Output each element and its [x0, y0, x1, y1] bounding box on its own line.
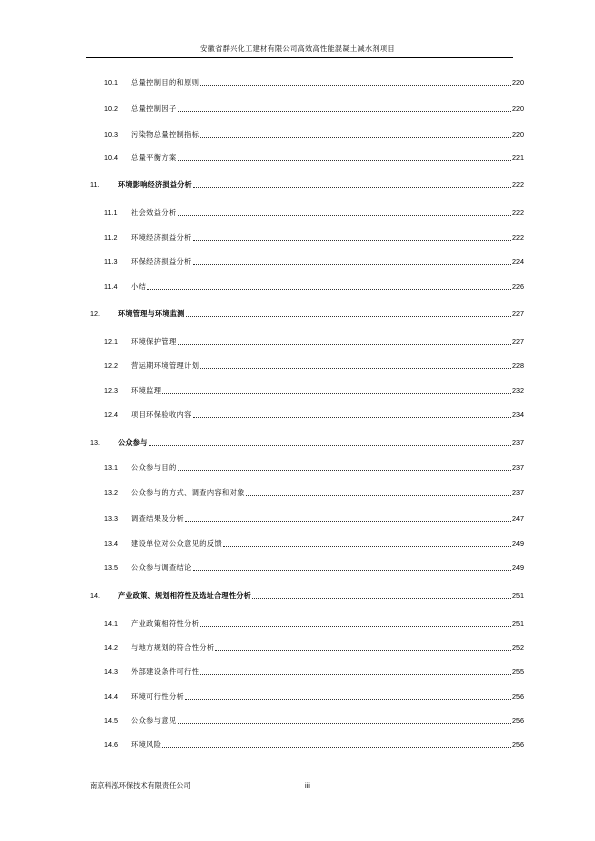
toc-dot-leader: [193, 263, 511, 265]
toc-dot-leader: [200, 84, 511, 86]
toc-entry-number: 13.: [90, 438, 100, 447]
toc-entry-title: 小结: [131, 282, 147, 291]
toc-entry-page: 237: [512, 438, 524, 447]
toc-entry-number: 14.6: [104, 740, 118, 749]
toc-entry-page: 252: [512, 643, 524, 652]
toc-chapter-entry[interactable]: [90, 177, 524, 189]
toc-entry-title: 营运期环境管理计划: [131, 361, 200, 370]
toc-entry-page: 222: [512, 233, 524, 242]
toc-entry-number: 12.3: [104, 386, 118, 395]
toc-entry-title: 建设单位对公众意见的反馈: [131, 539, 223, 548]
toc-dot-leader: [215, 649, 511, 651]
toc-dot-leader: [186, 315, 512, 317]
toc-entry-page: 220: [512, 104, 524, 113]
toc-entry-number: 10.2: [104, 104, 118, 113]
footer-page-number: iii: [305, 781, 310, 790]
toc-dot-leader: [252, 597, 511, 599]
toc-dot-leader: [200, 625, 511, 627]
toc-entry-title: 环境保护管理: [131, 337, 177, 346]
footer-company: 南京科泓环保技术有限责任公司: [90, 781, 191, 790]
toc-entry-number: 11.2: [104, 233, 118, 242]
toc-entry-title: 环保经济损益分析: [131, 257, 192, 266]
toc-entry-title: 环境影响经济损益分析: [118, 180, 192, 189]
toc-entry-title: 总量平衡方案: [131, 153, 177, 162]
toc-dot-leader: [246, 494, 511, 496]
toc-entry-number: 14.3: [104, 667, 118, 676]
toc-entry-page: 255: [512, 667, 524, 676]
toc-entry-title: 污染物总量控制指标: [131, 130, 200, 139]
toc-entry-page: 251: [512, 619, 524, 628]
toc-entry-number: 11.4: [104, 282, 118, 291]
toc-dot-leader: [185, 698, 511, 700]
toc-section-entry[interactable]: [104, 485, 524, 497]
toc-dot-leader: [193, 569, 511, 571]
toc-entry-title: 环境经济损益分析: [131, 233, 192, 242]
toc-entry-title: 公众参与调查结论: [131, 563, 192, 572]
toc-section-entry[interactable]: [104, 616, 524, 628]
toc-entry-page: 226: [512, 282, 524, 291]
toc-section-entry[interactable]: [104, 383, 524, 395]
toc-entry-number: 14.5: [104, 716, 118, 725]
toc-section-entry[interactable]: [104, 150, 524, 162]
toc-section-entry[interactable]: [104, 511, 524, 523]
toc-entry-title: 环境可行性分析: [131, 692, 185, 701]
toc-entry-page: 247: [512, 514, 524, 523]
toc-entry-page: 234: [512, 410, 524, 419]
toc-dot-leader: [185, 520, 511, 522]
toc-entry-page: 227: [512, 309, 524, 318]
toc-entry-title: 环境风险: [131, 740, 162, 749]
toc-section-entry[interactable]: [104, 640, 524, 652]
toc-dot-leader: [193, 186, 511, 188]
toc-section-entry[interactable]: [104, 536, 524, 548]
toc-entry-page: 222: [512, 180, 524, 189]
toc-dot-leader: [223, 545, 511, 547]
toc-entry-page: 220: [512, 78, 524, 87]
toc-chapter-entry[interactable]: [90, 435, 524, 447]
toc-entry-title: 公众参与意见: [131, 716, 177, 725]
page-header: 安徽省群兴化工建材有限公司高效高性能混凝土减水剂项目: [200, 44, 395, 53]
toc-entry-title: 环境监理: [131, 386, 162, 395]
toc-section-entry[interactable]: [104, 460, 524, 472]
toc-dot-leader: [162, 746, 511, 748]
toc-entry-page: 232: [512, 386, 524, 395]
toc-section-entry[interactable]: [104, 407, 524, 419]
toc-section-entry[interactable]: [104, 230, 524, 242]
toc-entry-page: 222: [512, 208, 524, 217]
toc-section-entry[interactable]: [104, 560, 524, 572]
toc-entry-number: 12.4: [104, 410, 118, 419]
toc-entry-page: 220: [512, 130, 524, 139]
toc-entry-title: 公众参与: [118, 438, 148, 447]
toc-entry-number: 13.5: [104, 563, 118, 572]
toc-dot-leader: [147, 288, 511, 290]
toc-entry-title: 公众参与目的: [131, 463, 177, 472]
toc-section-entry[interactable]: [104, 334, 524, 346]
toc-entry-title: 与地方规划的符合性分析: [131, 643, 215, 652]
toc-section-entry[interactable]: [104, 101, 524, 113]
toc-dot-leader: [178, 159, 511, 161]
toc-dot-leader: [178, 110, 511, 112]
toc-dot-leader: [178, 722, 511, 724]
toc-entry-number: 11.1: [104, 208, 118, 217]
toc-entry-number: 13.1: [104, 463, 118, 472]
toc-dot-leader: [200, 136, 511, 138]
toc-entry-page: 256: [512, 740, 524, 749]
toc-entry-title: 社会效益分析: [131, 208, 177, 217]
toc-section-entry[interactable]: [104, 279, 524, 291]
toc-entry-title: 项目环保验收内容: [131, 410, 192, 419]
toc-dot-leader: [193, 239, 511, 241]
toc-entry-number: 10.4: [104, 153, 118, 162]
toc-section-entry[interactable]: [104, 689, 524, 701]
toc-entry-page: 237: [512, 488, 524, 497]
toc-entry-page: 224: [512, 257, 524, 266]
toc-chapter-entry[interactable]: [90, 588, 524, 600]
toc-entry-number: 12.1: [104, 337, 118, 346]
toc-dot-leader: [178, 214, 511, 216]
toc-entry-page: 251: [512, 591, 524, 600]
toc-entry-number: 13.2: [104, 488, 118, 497]
toc-dot-leader: [162, 392, 511, 394]
toc-section-entry[interactable]: [104, 713, 524, 725]
toc-dot-leader: [178, 469, 511, 471]
toc-entry-page: 228: [512, 361, 524, 370]
toc-entry-title: 总量控制目的和原则: [131, 78, 200, 87]
toc-entry-title: 总量控制因子: [131, 104, 177, 113]
toc-section-entry[interactable]: [104, 254, 524, 266]
toc-chapter-entry[interactable]: [90, 306, 524, 318]
toc-entry-title: 产业政策、规划相符性及选址合理性分析: [118, 591, 251, 600]
toc-entry-title: 公众参与的方式、调查内容和对象: [131, 488, 245, 497]
toc-dot-leader: [178, 343, 511, 345]
toc-dot-leader: [200, 367, 511, 369]
toc-dot-leader: [149, 444, 511, 446]
toc-entry-page: 227: [512, 337, 524, 346]
toc-entry-page: 249: [512, 563, 524, 572]
toc-entry-number: 14.: [90, 591, 100, 600]
toc-section-entry[interactable]: [104, 205, 524, 217]
toc-entry-page: 237: [512, 463, 524, 472]
toc-section-entry[interactable]: [104, 737, 524, 749]
toc-entry-number: 14.2: [104, 643, 118, 652]
toc-section-entry[interactable]: [104, 664, 524, 676]
toc-section-entry[interactable]: [104, 358, 524, 370]
toc-entry-number: 10.1: [104, 78, 118, 87]
toc-entry-number: 11.: [90, 180, 100, 189]
toc-entry-number: 13.3: [104, 514, 118, 523]
toc-entry-number: 14.1: [104, 619, 118, 628]
toc-entry-number: 13.4: [104, 539, 118, 548]
toc-entry-page: 256: [512, 716, 524, 725]
toc-entry-title: 外部建设条件可行性: [131, 667, 200, 676]
toc-dot-leader: [200, 673, 511, 675]
toc-section-entry[interactable]: [104, 75, 524, 87]
toc-section-entry[interactable]: [104, 127, 524, 139]
toc-entry-page: 249: [512, 539, 524, 548]
toc-dot-leader: [193, 416, 511, 418]
toc-entry-number: 10.3: [104, 130, 118, 139]
toc-entry-number: 12.: [90, 309, 100, 318]
toc-entry-title: 环境管理与环境监测: [118, 309, 185, 318]
toc-entry-page: 256: [512, 692, 524, 701]
toc-entry-number: 11.3: [104, 257, 118, 266]
toc-entry-page: 221: [512, 153, 524, 162]
toc-entry-number: 12.2: [104, 361, 118, 370]
toc-entry-title: 调查结果及分析: [131, 514, 185, 523]
toc-entry-number: 14.4: [104, 692, 118, 701]
toc-entry-title: 产业政策相符性分析: [131, 619, 200, 628]
